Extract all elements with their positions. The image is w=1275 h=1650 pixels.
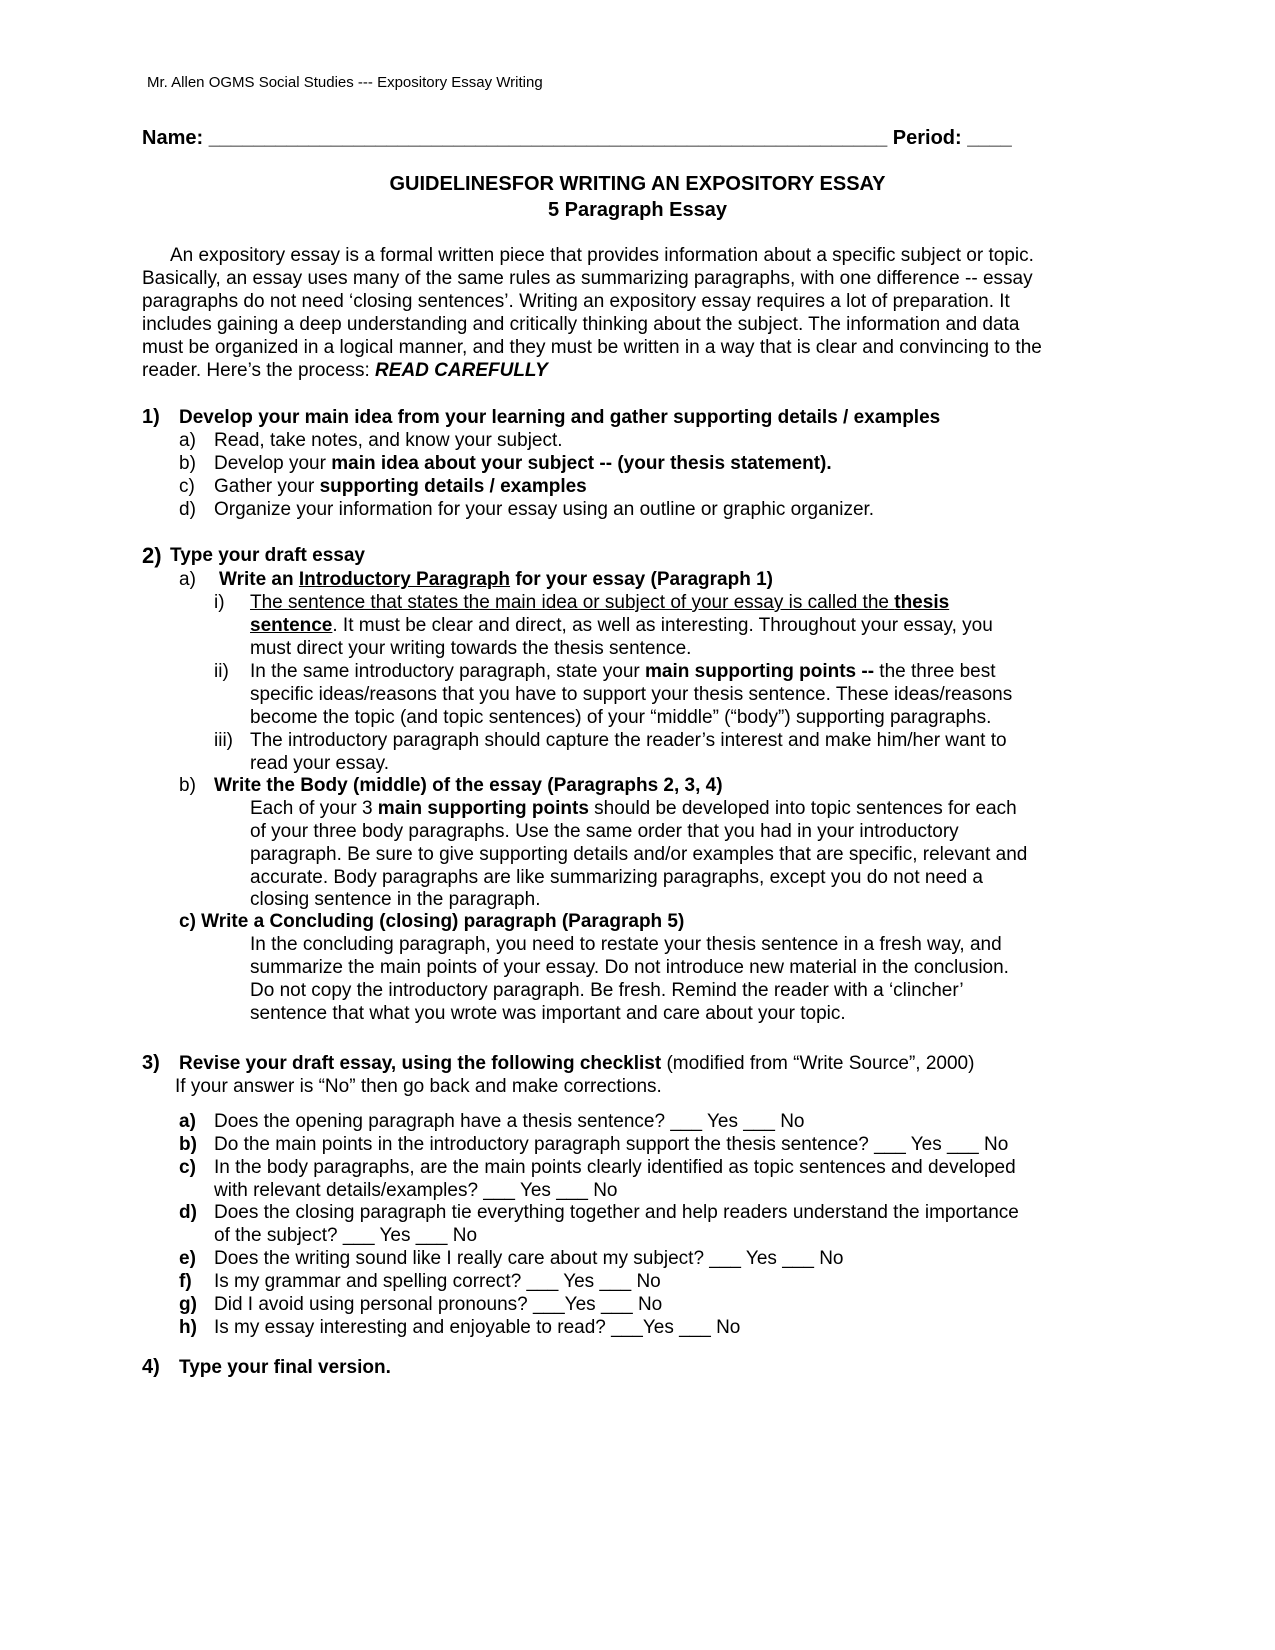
body-text (250, 798, 1017, 820)
list-text-bold: main supporting points -- (645, 661, 875, 682)
checklist-label: f) (179, 1271, 192, 1292)
checklist-label: e) (179, 1248, 196, 1269)
list-text: for your essay (Paragraph 1) (510, 569, 773, 590)
list-label: d) (179, 499, 196, 520)
conclusion-heading: c) Write a Concluding (closing) paragraph (Paragraph 5) (179, 911, 685, 932)
checklist-item: Is my grammar and spelling correct? ___ Yes ___ No (214, 1271, 661, 1292)
list-text-bold: main supporting points (377, 798, 589, 819)
list-item-continued (250, 615, 993, 637)
list-item: Organize your information for your essay using an outline or graphic organizer. (214, 499, 875, 520)
list-text-bold: main idea about your subject -- (your thesis statement). (331, 453, 832, 474)
checklist-item: Does the writing sound like I really care about my subject? ___ Yes ___ No (214, 1248, 844, 1269)
checklist-item-continued: of the subject? ___ Yes ___ No (214, 1225, 478, 1246)
period-label: Period: (892, 127, 962, 149)
checklist-item-continued: with relevant details/examples? ___ Yes ___ No (214, 1180, 618, 1201)
checklist-item: Do the main points in the introductory paragraph support the thesis sentence? ___ Yes ___ No (214, 1134, 1009, 1155)
intro-line: must be organized in a logical manner, and they must be written in a way that is clear and convincing to the (142, 337, 1042, 358)
list-label: ii) (214, 661, 229, 682)
section-3-heading-line (179, 1053, 974, 1075)
section-2-heading: Type your draft essay (170, 545, 366, 566)
conclusion-text: summarize the main points of your essay. Do not introduce new material in the conclusion. (250, 957, 1009, 978)
section-4-number: 4) (142, 1356, 160, 1378)
checklist-label: c) (179, 1157, 196, 1178)
section-3-number: 3) (142, 1052, 160, 1074)
list-text: the three best (874, 661, 996, 682)
list-text: Gather your (214, 476, 320, 497)
list-item-continued: become the topic (and topic sentences) of your “middle” (“body”) supporting paragraphs. (250, 707, 992, 728)
intro-line: paragraphs do not need ‘closing sentences’. Writing an expository essay requires a lot of preparation. It (142, 291, 1010, 312)
list-text-underlined: The sentence that states the main idea or subject of your essay is called the (250, 592, 895, 613)
checklist-item: Does the closing paragraph tie everything together and help readers understand the importance (214, 1202, 1019, 1223)
checklist-label: h) (179, 1317, 197, 1338)
section-2-number: 2) (142, 543, 162, 568)
body-text: paragraph. Be sure to give supporting details and/or examples that are specific, relevant and (250, 844, 1028, 865)
list-label: a) (179, 569, 196, 590)
list-item (214, 476, 587, 498)
list-text: Write an (219, 569, 299, 590)
document-header: Mr. Allen OGMS Social Studies --- Expository Essay Writing (147, 74, 543, 91)
list-label: a) (179, 430, 196, 451)
body-text: of your three body paragraphs. Use the same order that you had in your introductory (250, 821, 959, 842)
list-label: c) (179, 476, 195, 497)
list-label: b) (179, 775, 196, 796)
document-subtitle: 5 Paragraph Essay (548, 199, 727, 221)
list-text: In the same introductory paragraph, state your (250, 661, 645, 682)
checklist-instruction: If your answer is “No” then go back and make corrections. (175, 1076, 662, 1097)
name-line (142, 127, 1012, 149)
intro-line: Basically, an essay uses many of the same rules as summarizing paragraphs, with one difference -- essay (142, 268, 1033, 289)
document-title: GUIDELINESFOR WRITING AN EXPOSITORY ESSAY (389, 173, 886, 195)
list-text: . It must be clear and direct, as well as interesting. Throughout your essay, you (332, 615, 993, 636)
name-label: Name: (142, 127, 204, 149)
section-1-heading: Develop your main idea from your learning and gather supporting details / examples (179, 407, 941, 428)
section-4-heading: Type your final version. (179, 1357, 391, 1378)
sentence-term: sentence (250, 615, 333, 636)
section-1-number: 1) (142, 406, 160, 428)
list-item: The introductory paragraph should capture the reader’s interest and make him/her want to (250, 730, 1007, 751)
body-text: accurate. Body paragraphs are like summarizing paragraphs, except you do not need a (250, 867, 983, 888)
intro-text: reader. Here’s the process: (142, 360, 376, 381)
list-item (219, 569, 773, 591)
list-text: Each of your 3 (250, 798, 378, 819)
conclusion-text: sentence that what you wrote was important and care about your topic. (250, 1003, 846, 1024)
period-blank: ____ (967, 127, 1012, 149)
thesis-term: thesis (894, 592, 950, 613)
conclusion-text: Do not copy the introductory paragraph. Be fresh. Remind the reader with a ‘clincher’ (250, 980, 964, 1001)
body-heading: Write the Body (middle) of the essay (Paragraphs 2, 3, 4) (214, 775, 723, 796)
checklist-item: Is my essay interesting and enjoyable to read? ___Yes ___ No (214, 1317, 741, 1338)
list-item (250, 592, 949, 614)
checklist-item: Does the opening paragraph have a thesis sentence? ___ Yes ___ No (214, 1111, 805, 1132)
checklist-label: d) (179, 1202, 197, 1223)
checklist-label: g) (179, 1294, 197, 1315)
heading-note: (modified from “Write Source”, 2000) (661, 1053, 975, 1074)
list-text: Develop your (214, 453, 332, 474)
body-text: closing sentence in the paragraph. (250, 889, 541, 910)
conclusion-text: In the concluding paragraph, you need to restate your thesis sentence in a fresh way, and (250, 934, 1002, 955)
read-carefully-emphasis: READ CAREFULLY (375, 360, 548, 381)
checklist-label: b) (179, 1134, 197, 1155)
list-item (214, 453, 832, 475)
checklist-item: In the body paragraphs, are the main points clearly identified as topic sentences and developed (214, 1157, 1016, 1178)
list-label: b) (179, 453, 196, 474)
list-item-continued: read your essay. (250, 753, 390, 774)
intro-line: An expository essay is a formal written piece that provides information about a specific subject or topic. (170, 245, 1034, 266)
list-item-continued: must direct your writing towards the thesis sentence. (250, 638, 692, 659)
list-label: i) (214, 592, 225, 613)
intro-line (142, 360, 548, 382)
list-text: should be developed into topic sentences for each (588, 798, 1017, 819)
list-item (250, 661, 996, 683)
list-item: Read, take notes, and know your subject. (214, 430, 563, 451)
checklist-item: Did I avoid using personal pronouns? ___Yes ___ No (214, 1294, 663, 1315)
introductory-paragraph-term: Introductory Paragraph (298, 569, 511, 590)
checklist-label: a) (179, 1111, 196, 1132)
list-text-bold: supporting details / examples (319, 476, 587, 497)
list-item-continued: specific ideas/reasons that you have to support your thesis sentence. These ideas/reasons (250, 684, 1013, 705)
name-blank: _____________________________________________________________ (208, 127, 888, 149)
list-label: iii) (214, 730, 233, 751)
section-3-heading: Revise your draft essay, using the following checklist (179, 1053, 662, 1074)
intro-line: includes gaining a deep understanding and critically thinking about the subject. The information and data (142, 314, 1020, 335)
